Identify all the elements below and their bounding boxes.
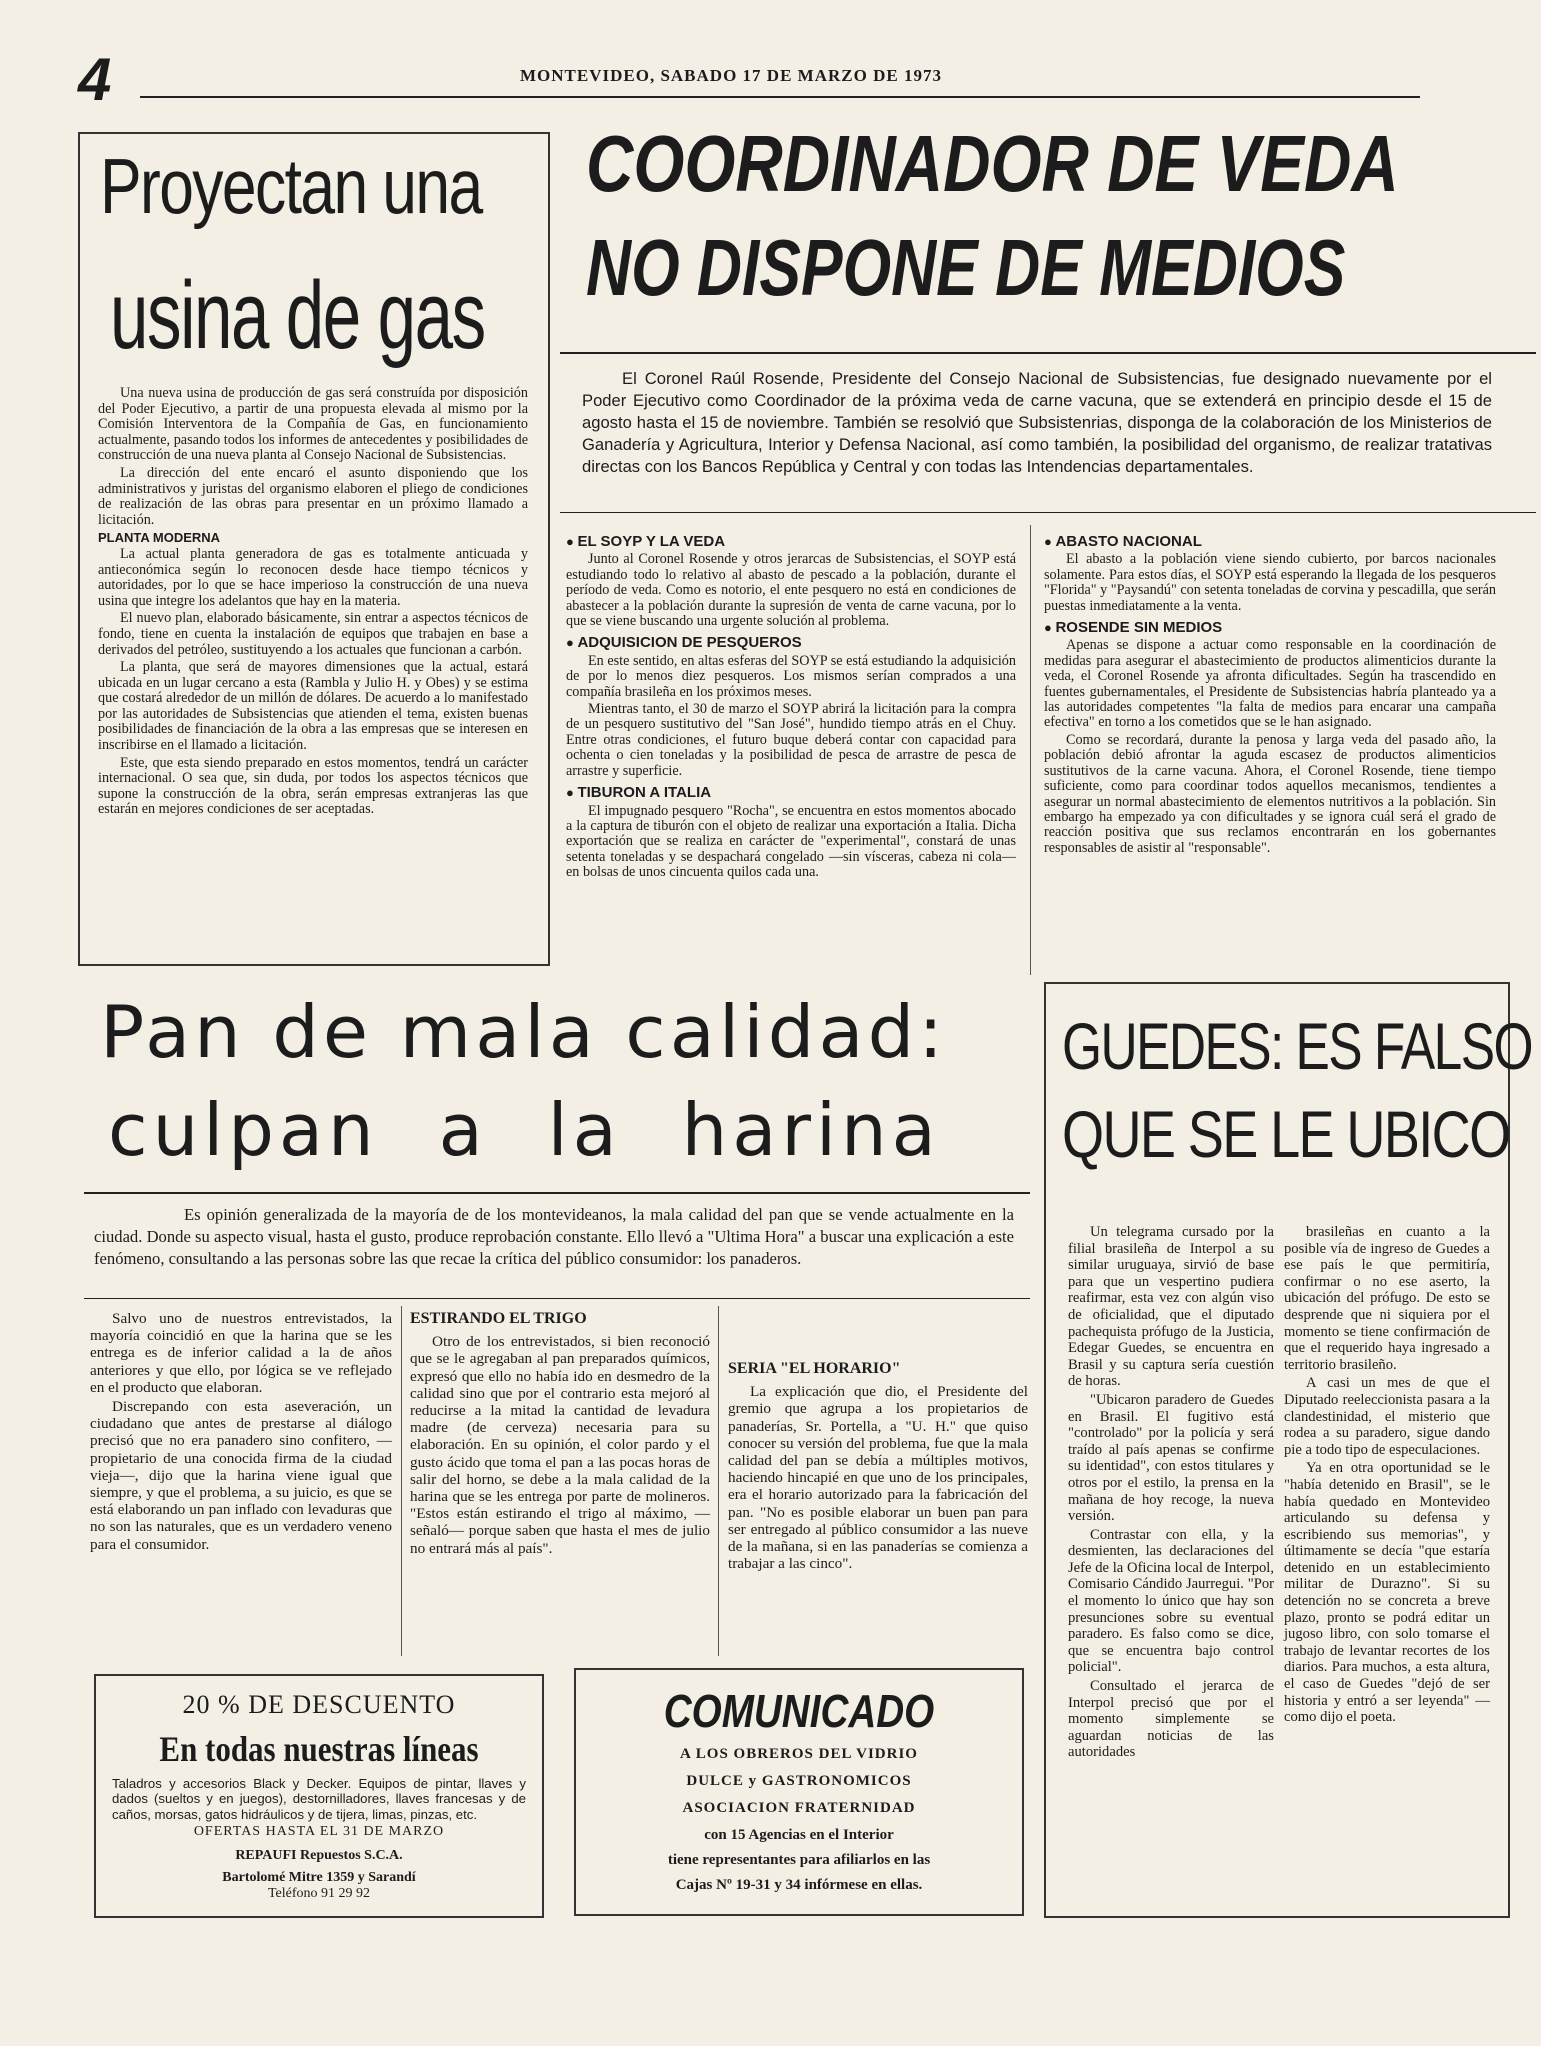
guedes-column-2 xyxy=(1284,1224,1490,1728)
veda-subhead: ● ADQUISICION DE PESQUEROS xyxy=(566,635,1016,650)
usina-article xyxy=(78,132,550,966)
veda-paragraph: Junto al Coronel Rosende y otros jerarcas de Subsistencias, el SOYP está estudiando todo lo relativo al abasto de pescado a la población, durante el período de veda. Como es notorio, el ente pesquero no está en condiciones de abastecer a la población durante la supresión de venta de carne vacuna, por lo que se viene buscando una urgente solución al problema. xyxy=(566,551,1016,630)
usina-paragraph: Una nueva usina de producción de gas será construída por disposición del Poder Ejecutivo, a partir de una propuesta elevada al mismo por la Comisión Interventora de la Compañía de Gas, en funcionamiento actualmente, pasando todos los informes de antecedentes y posibilidades de construcción de una nueva planta al Consejo Nacional de Subsistencias. xyxy=(98,385,528,464)
pan-paragraph: Salvo uno de nuestros entrevistados, la mayoría coincidió en que la harina que se les entrega es de inferior calidad a la de años anteriores y que ello, por lógica se ve reflejado en el producto que elaboran. xyxy=(90,1310,392,1396)
descuento-ad xyxy=(94,1674,544,1918)
pan-paragraph: La explicación que dio, el Presidente del gremio que agrupa a los propietarios de panaderías, Sr. Portella, a "U. H." que quiso conocer su versión del problema, fue que la mala calidad del pan se debía a múltiples motivos, haciendo hincapié en que uno de los principales, era el horario autorizado para la fabricación del pan. "No es posible elaborar un buen pan para ser entregado al público consumidor a las nueve de la mañana, si en las panaderías se comienza a trabajar a las cinco". xyxy=(728,1383,1028,1573)
veda-paragraph: Mientras tanto, el 30 de marzo el SOYP abrirá la licitación para la compra de un pesquero sustitutivo del "San José", hundido tiempo atrás en el Chuy. Entre otras condiciones, el futuro buque deberá contar con capacidad para ochenta o cien toneladas y la posibilidad de pesca de arrastre de pesca de arrastre y superficie. xyxy=(566,701,1016,779)
ad-comunicado-title: COMUNICADO xyxy=(663,1685,935,1737)
guedes-paragraph: "Ubicaron paradero de Guedes en Brasil. El fugitivo está "controlado" por la policía y será traído al país apenas se confirme su identidad", con estos titulares y otros por el estilo, la prensa en la mañana de hoy recoge, la nueva versión. xyxy=(1068,1391,1274,1525)
veda-headline-2: NO DISPONE DE MEDIOS xyxy=(586,223,1346,312)
ad-comunicado-line: ASOCIACION FRATERNIDAD xyxy=(682,1800,916,1816)
guedes-headline-1: GUEDES: ES FALSO xyxy=(1062,1009,1532,1083)
ad-comunicado-line: con 15 Agencias en el Interior xyxy=(704,1827,894,1843)
usina-paragraph: La actual planta generadora de gas es totalmente anticuada y antieconómica según lo reconocen desde hace tiempo técnicos y autoridades, por lo que se hace imperioso la construcción de una nueva usina que integre los adelantos que hay en la materia. xyxy=(98,545,528,609)
ad-descuento-address: Bartolomé Mitre 1359 y Sarandí xyxy=(222,1870,416,1886)
veda-paragraph: El impugnado pesquero "Rocha", se encuentra en estos momentos abocado a la captura de tiburón con el objeto de realizar una exportación a Italia. Dicha exportación que se realiza en carácter de "experimental", constará de unas setenta toneladas y se despachará congelado —sin vísceras, cabeza ni cola— en bolsas de unos cincuenta quilos cada una. xyxy=(566,802,1016,881)
masthead-rule xyxy=(140,96,1420,98)
veda-column-right xyxy=(1044,528,1496,858)
veda-rule xyxy=(560,352,1536,354)
pan-lead-rule xyxy=(84,1298,1030,1299)
ad-descuento-items: Taladros y accesorios Black y Decker. Equipos de pintar, llaves y dados (sueltos y en juegos), destornilladores, llaves francesas y de caños, morsas, gatos hidráulicos y de tijera, limas, pinzas, etc. xyxy=(112,1776,526,1822)
usina-body xyxy=(98,386,528,820)
pan-column-divider xyxy=(718,1306,719,1656)
dateline: MONTEVIDEO, SABADO 17 DE MARZO DE 1973 xyxy=(520,66,942,85)
veda-subhead: ● ABASTO NACIONAL xyxy=(1044,534,1496,549)
veda-paragraph: Como se recordará, durante la penosa y larga veda del pasado año, la población debió afrontar la aguda escasez de productos alimenticios sustitutivos de la carne vacuna. Ahora, el Coronel Rosende, tiene tiempo suficiente, como para coordinar todos aquellos mecanismos, tendientes a asegurar un normal abastecimiento de elementos nutritivos a la población. Sin embargo ha empezado ya con dificultades y se ignora cuál será el grado de reacción positiva que sus reclamos encontrarán en los gobernantes responsables de asistir al "responsable". xyxy=(1044,731,1496,856)
guedes-article xyxy=(1044,982,1532,1918)
usina-subhead: PLANTA MODERNA xyxy=(98,530,221,546)
guedes-paragraph: Un telegrama cursado por la filial brasileña de Interpol a su similar uruguaya, sirvió de base para que un vespertino pudiera reafirmar, esta vez con algún viso de oficialidad, que el diputado pachequista prófugo de la Justicia, Edegar Guedes, se encuentra en Brasil y su captura sería cuestión de horas. xyxy=(1068,1224,1274,1390)
pan-lead: Es opinión generalizada de la mayoría de de los montevideanos, la mala calidad del pan que se vende actualmente en la ciudad. Donde su aspecto visual, hasta el gusto, produce reprobación constante. Ello llevó a "Ultima Hora" a buscar una explicación a este fenómeno, consultando a las personas sobre las que recae la crítica del público consumidor: los panaderos. xyxy=(94,1205,1014,1268)
usina-headline-2: usina de gas xyxy=(110,262,485,369)
pan-column-divider xyxy=(401,1306,402,1656)
pan-paragraph: Discrepando con esta aseveración, un ciudadano que antes de prestarse al diálogo precisó que no era panadero sino confitero, —propietario de una conocida firma de la ciudad vieja—, dijo que la harina viene igual que siempre, y que el problema, a su juicio, es que se está elaborando un pan inflado con levaduras que no son las naturales, que es un verdadero veneno para el consumidor. xyxy=(90,1398,392,1553)
ad-descuento-company: REPAUFI Repuestos S.C.A. xyxy=(235,1848,403,1864)
veda-paragraph: Apenas se dispone a actuar como responsable en la coordinación de medidas para asegurar el abastecimiento de productos alimenticios durante la veda, el Coronel Rosende ya afronta dificultades. Según ha trascendido en fuentes gubernamentales, el Presidente de Subsistencias habría planteado ya a las autoridades competentes "la falta de medios para encarar una campaña efectiva" en torno a los cometidos que se le han asignado. xyxy=(1044,637,1496,731)
guedes-column-1 xyxy=(1068,1224,1274,1763)
veda-column-left xyxy=(566,528,1016,883)
pan-column-3 xyxy=(728,1360,1028,1574)
pan-rule xyxy=(84,1192,1030,1194)
veda-paragraph: En este sentido, en altas esferas del SOYP se está estudiando la adquisición de por lo menos diez pesqueros. Los mismos serían comprados a una compañía brasileña en los próximos meses. xyxy=(566,652,1016,700)
usina-paragraph: El nuevo plan, elaborado básicamente, sin entrar a aspectos técnicos de fondo, tiene en cuenta la instalación de equipos que trabajen en base a derivados del petróleo, sustituyendo a los actuales que funcionan a carbón. xyxy=(98,610,528,658)
pan-column-1 xyxy=(90,1310,392,1555)
veda-column-divider xyxy=(1030,525,1031,975)
ad-comunicado-line: tiene representantes para afiliarlos en las xyxy=(667,1852,931,1868)
veda-paragraph: El abasto a la población viene siendo cubierto, por barcos nacionales solamente. Para estos días, el SOYP está esperando la llegada de los pesqueros "Florida" y "Paysandú" con setenta toneladas de corvina y pescadilla, que serán puestas inmediatamente a la venta. xyxy=(1044,551,1496,614)
guedes-headline-2: QUE SE LE UBICO xyxy=(1062,1097,1510,1171)
veda-lead: El Coronel Raúl Rosende, Presidente del Consejo Nacional de Subsistencias, fue designado nuevamente por el Poder Ejecutivo como Coordinador de la próxima veda de carne vacuna, que se extenderá en principio desde el 15 de agosto hasta el 15 de noviembre. También se resolvió que Subsistenrias, disponga de la colaboración de los Ministerios de Ganadería y Agricultura, Interior y Defensa Nacional, así como también, la posibilidad del organismo, de realizar tratativas directas con los Bancos República y Central y con todas las Intendencias departamentales. xyxy=(582,369,1492,476)
ad-descuento-title: 20 % DE DESCUENTO xyxy=(182,1690,456,1719)
guedes-paragraph: A casi un mes de que el Diputado reeleccionista pasara a la clandestinidad, el misterio que rodea a su paradero, sigue dando pie a todo tipo de especulaciones. xyxy=(1284,1375,1490,1458)
comunicado-ad xyxy=(574,1668,1024,1916)
guedes-paragraph: Consultado el jerarca de Interpol precisó que por el momento simplemente se aguardan noticias de las autoridades xyxy=(1068,1678,1274,1761)
guedes-paragraph: brasileñas en cuanto a la posible vía de ingreso de Guedes a ese país le que permitiría, confirmar o no ese aserto, la ubicación del prófugo. De esto se desprende que ni siquiera por el momento se tiene confirmación de que el requerido haya ingresado a territorio brasileño. xyxy=(1284,1224,1490,1373)
usina-paragraph: Este, que esta siendo preparado en estos momentos, tendrá un carácter internacional. O sea que, sin duda, por todos los aspectos técnicos que supone la construcción de la obra, serán empresas extranjeras las que estarán en mejores condiciones de ser aceptadas. xyxy=(98,754,528,818)
ad-comunicado-line: DULCE y GASTRONOMICOS xyxy=(686,1773,912,1789)
usina-headline-1: Proyectan una xyxy=(100,142,482,230)
pan-subhead: ESTIRANDO EL TRIGO xyxy=(410,1310,587,1327)
ad-comunicado-line: Cajas Nº 19-31 y 34 infórmese en ellas. xyxy=(675,1877,923,1893)
pan-headline-2: culpan a la harina xyxy=(108,1088,941,1172)
ad-descuento-subtitle: En todas nuestras líneas xyxy=(159,1729,479,1769)
usina-paragraph: La planta, que será de mayores dimensiones que la actual, estará ubicada en un lugar cercano a esta (Rambla y Julio H. y Obes) y se estima que costará alrededor de un millón de dólares. De acuerdo a lo manifestado por las autoridades de Subsistencias que atienden el tema, existen buenas posibilidades de financiación de la obra a las empresas que se interesen en inscribirse en el llamado a licitación. xyxy=(98,659,528,754)
ad-comunicado-line: A LOS OBREROS DEL VIDRIO xyxy=(680,1746,918,1762)
guedes-paragraph: Contrastar con ella, y la desmienten, las declaraciones del Jefe de la Oficina local de Interpol, Comisario Cándido Jaurregui. "Por el momento lo único que hay son presunciones sobre su eventual paradero. Es falso como se dice, que se encuentra bajo control policial". xyxy=(1068,1526,1274,1676)
guedes-paragraph: Ya en otra oportunidad se le "había detenido en Brasil", se le había quedado en Montevideo articulando su defensa y escribiendo sus memorias", y últimamente se decía "que estaría detenido en un establecimiento militar de Durazno". Si su detención no se concreta a breve plazo, pronto se podrá editar un jugoso libro, con solo tomarse el trabajo de levantar recortes de los diarios. Para muchos, a esta altura, el caso de Guedes "dejó de ser historia y entró a ser leyenda" —como dijo el poeta. xyxy=(1284,1460,1490,1726)
veda-subhead: ● TIBURON A ITALIA xyxy=(566,785,1016,800)
usina-paragraph: La dirección del ente encaró el asunto disponiendo que los administrativos y juristas del organismo elaboren el pliego de condiciones de realización de las obras para presentar en un próximo llamado a licitación. xyxy=(98,464,528,528)
veda-subhead: ● ROSENDE SIN MEDIOS xyxy=(1044,620,1496,635)
pan-column-2 xyxy=(410,1310,710,1559)
pan-subhead: SERIA "EL HORARIO" xyxy=(728,1360,901,1377)
pan-headline-1: Pan de mala calidad: xyxy=(100,990,948,1074)
veda-lead-rule xyxy=(560,512,1536,513)
veda-subhead: ● EL SOYP Y LA VEDA xyxy=(566,534,1016,549)
ad-descuento-phone: Teléfono 91 29 92 xyxy=(267,1886,371,1902)
page-number: 4 xyxy=(78,46,112,113)
veda-headline-1: COORDINADOR DE VEDA xyxy=(586,119,1399,208)
pan-paragraph: Otro de los entrevistados, si bien reconoció que se le agregaban al pan preparados químicos, expresó que ello no había ido en desmedro de la calidad sino que por el contrario esta mejoró al reducirse a la mitad la cantidad de levadura madre (de cerveza) necesaria para su elaboración. En su opinión, el color pardo y el gusto ácido que toma el pan a las pocas horas de salir del horno, se debe a la mala calidad de la harina que se les entrega por parte de molineros. "Estos están estirando el trigo al máximo, —señaló— porque saben que hasta el mes de julio no entrará más al país". xyxy=(410,1333,710,1557)
ad-descuento-offer: OFERTAS HASTA EL 31 DE MARZO xyxy=(193,1824,445,1840)
